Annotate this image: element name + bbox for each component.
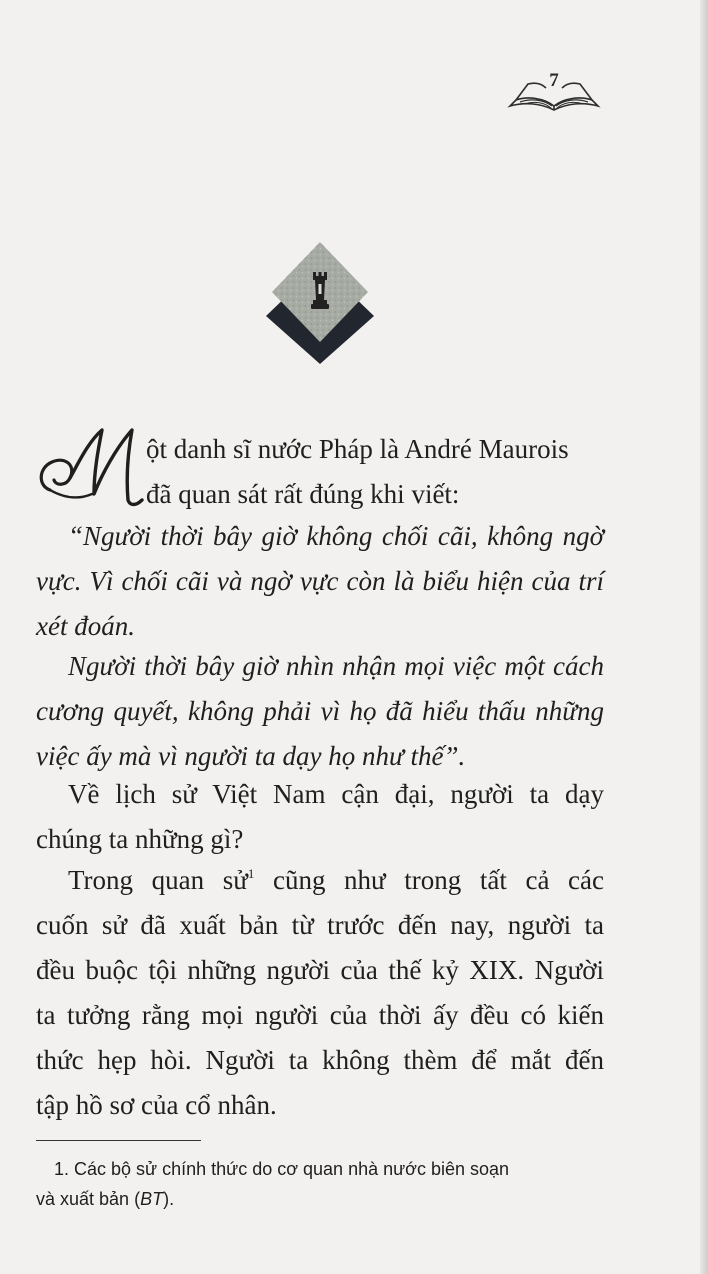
footnote-line-2-end: ). — [163, 1189, 175, 1209]
paragraph-2-line-1: Về lịch sử Việt Nam cận đại, người ta dạy — [68, 779, 604, 809]
footnote-reference: 1 — [247, 866, 255, 881]
quote-1-line-1: “Người thời bây giờ không chối cãi, không ngờ — [68, 521, 604, 551]
page-header-ornament — [506, 66, 602, 112]
paragraph-3-line-1 — [68, 858, 604, 903]
footnote-line-1: 1. Các bộ sử chính thức do cơ quan nhà nước biên soạn — [54, 1159, 510, 1179]
footnote-divider — [36, 1140, 201, 1141]
footnote-line-2-text: và xuất bản ( — [36, 1189, 141, 1209]
quote-2-line-3: việc ấy mà vì người ta dạy họ như thế”. — [36, 741, 466, 771]
quote-2-line-1: Người thời bây giờ nhìn nhận mọi việc một cách — [68, 651, 604, 681]
paragraph-3 — [36, 858, 604, 1128]
footnote-abbreviation: BT — [140, 1189, 164, 1209]
paragraph-3-line-3: đều buộc tội những người của thế kỷ XIX. Người — [36, 955, 604, 985]
drop-cap-letter — [36, 420, 148, 510]
quote-paragraph-2 — [36, 644, 604, 779]
paragraph-3-line-2: cuốn sử đã xuất bản từ trước đến nay, người ta — [36, 910, 604, 940]
page-edge — [700, 0, 708, 1274]
footnote-line-2 — [36, 1184, 601, 1214]
footnote — [36, 1154, 601, 1214]
paragraph-2-line-2: chúng ta những gì? — [36, 824, 244, 854]
paragraph-1-line-2: đã quan sát rất đúng khi viết: — [146, 479, 460, 509]
diamond-ornament — [262, 238, 378, 368]
quote-1-line-3: xét đoán. — [36, 611, 135, 641]
paragraph-3-line-1-text: Trong quan sử — [68, 865, 248, 895]
chess-rook-icon — [262, 238, 378, 368]
paragraph-3-line-5: thức hẹp hòi. Người ta không thèm để mắt đến — [36, 1045, 604, 1075]
page-number: 7 — [549, 70, 559, 91]
quote-paragraph-1 — [36, 514, 604, 649]
paragraph-1-line-1: ột danh sĩ nước Pháp là André Maurois — [146, 434, 569, 464]
quote-1-line-2: vực. Vì chối cãi và ngờ vực còn là biểu hiện của trí — [36, 566, 604, 596]
paragraph-3-line-4: ta tưởng rằng mọi người của thời ấy đều có kiến — [36, 1000, 604, 1030]
paragraph-3-line-1-rest: cũng như trong tất cả các — [254, 865, 604, 895]
paragraph-3-line-6: tập hồ sơ của cổ nhân. — [36, 1090, 277, 1120]
quote-2-line-2: cương quyết, không phải vì họ đã hiểu thấu những — [36, 696, 604, 726]
paragraph-2 — [36, 772, 604, 862]
